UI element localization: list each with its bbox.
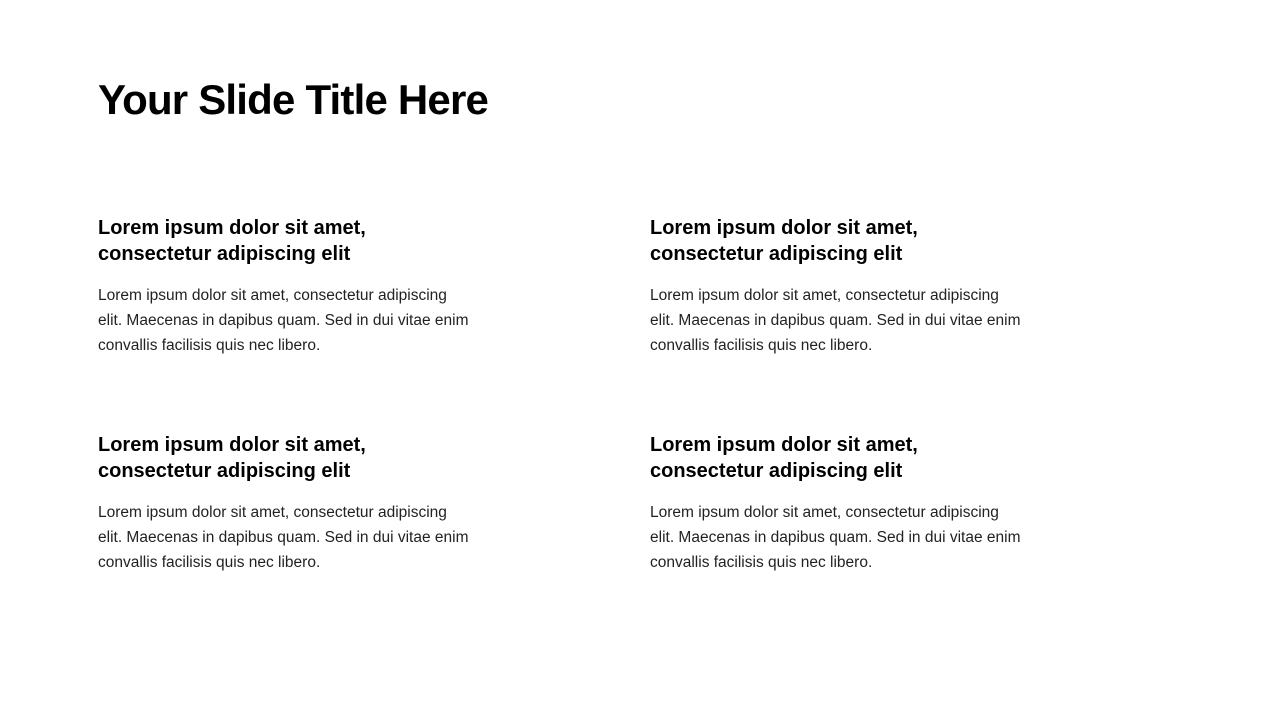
block-body-text: Lorem ipsum dolor sit amet, consectetur adipiscing elit. Maecenas in dapibus quam. Sed in dui vitae enim convallis facilisis quis nec libero. [98,287,469,354]
content-block-top-left [98,215,478,358]
content-block-bottom-right [650,432,1030,575]
block-body-text: Lorem ipsum dolor sit amet, consectetur adipiscing elit. Maecenas in dapibus quam. Sed in dui vitae enim convallis facilisis quis nec libero. [650,504,1021,571]
block-heading: Lorem ipsum dolor sit amet, consectetur adipiscing elit [650,434,918,482]
content-block-bottom-left [98,432,478,575]
block-heading: Lorem ipsum dolor sit amet, consectetur adipiscing elit [650,217,918,265]
block-heading: Lorem ipsum dolor sit amet, consectetur adipiscing elit [98,434,366,482]
block-heading: Lorem ipsum dolor sit amet, consectetur adipiscing elit [98,217,366,265]
block-body-text: Lorem ipsum dolor sit amet, consectetur adipiscing elit. Maecenas in dapibus quam. Sed in dui vitae enim convallis facilisis quis nec libero. [650,287,1021,354]
slide-title: Your Slide Title Here [98,76,489,123]
content-block-top-right [650,215,1030,358]
block-body-text: Lorem ipsum dolor sit amet, consectetur adipiscing elit. Maecenas in dapibus quam. Sed in dui vitae enim convallis facilisis quis nec libero. [98,504,469,571]
